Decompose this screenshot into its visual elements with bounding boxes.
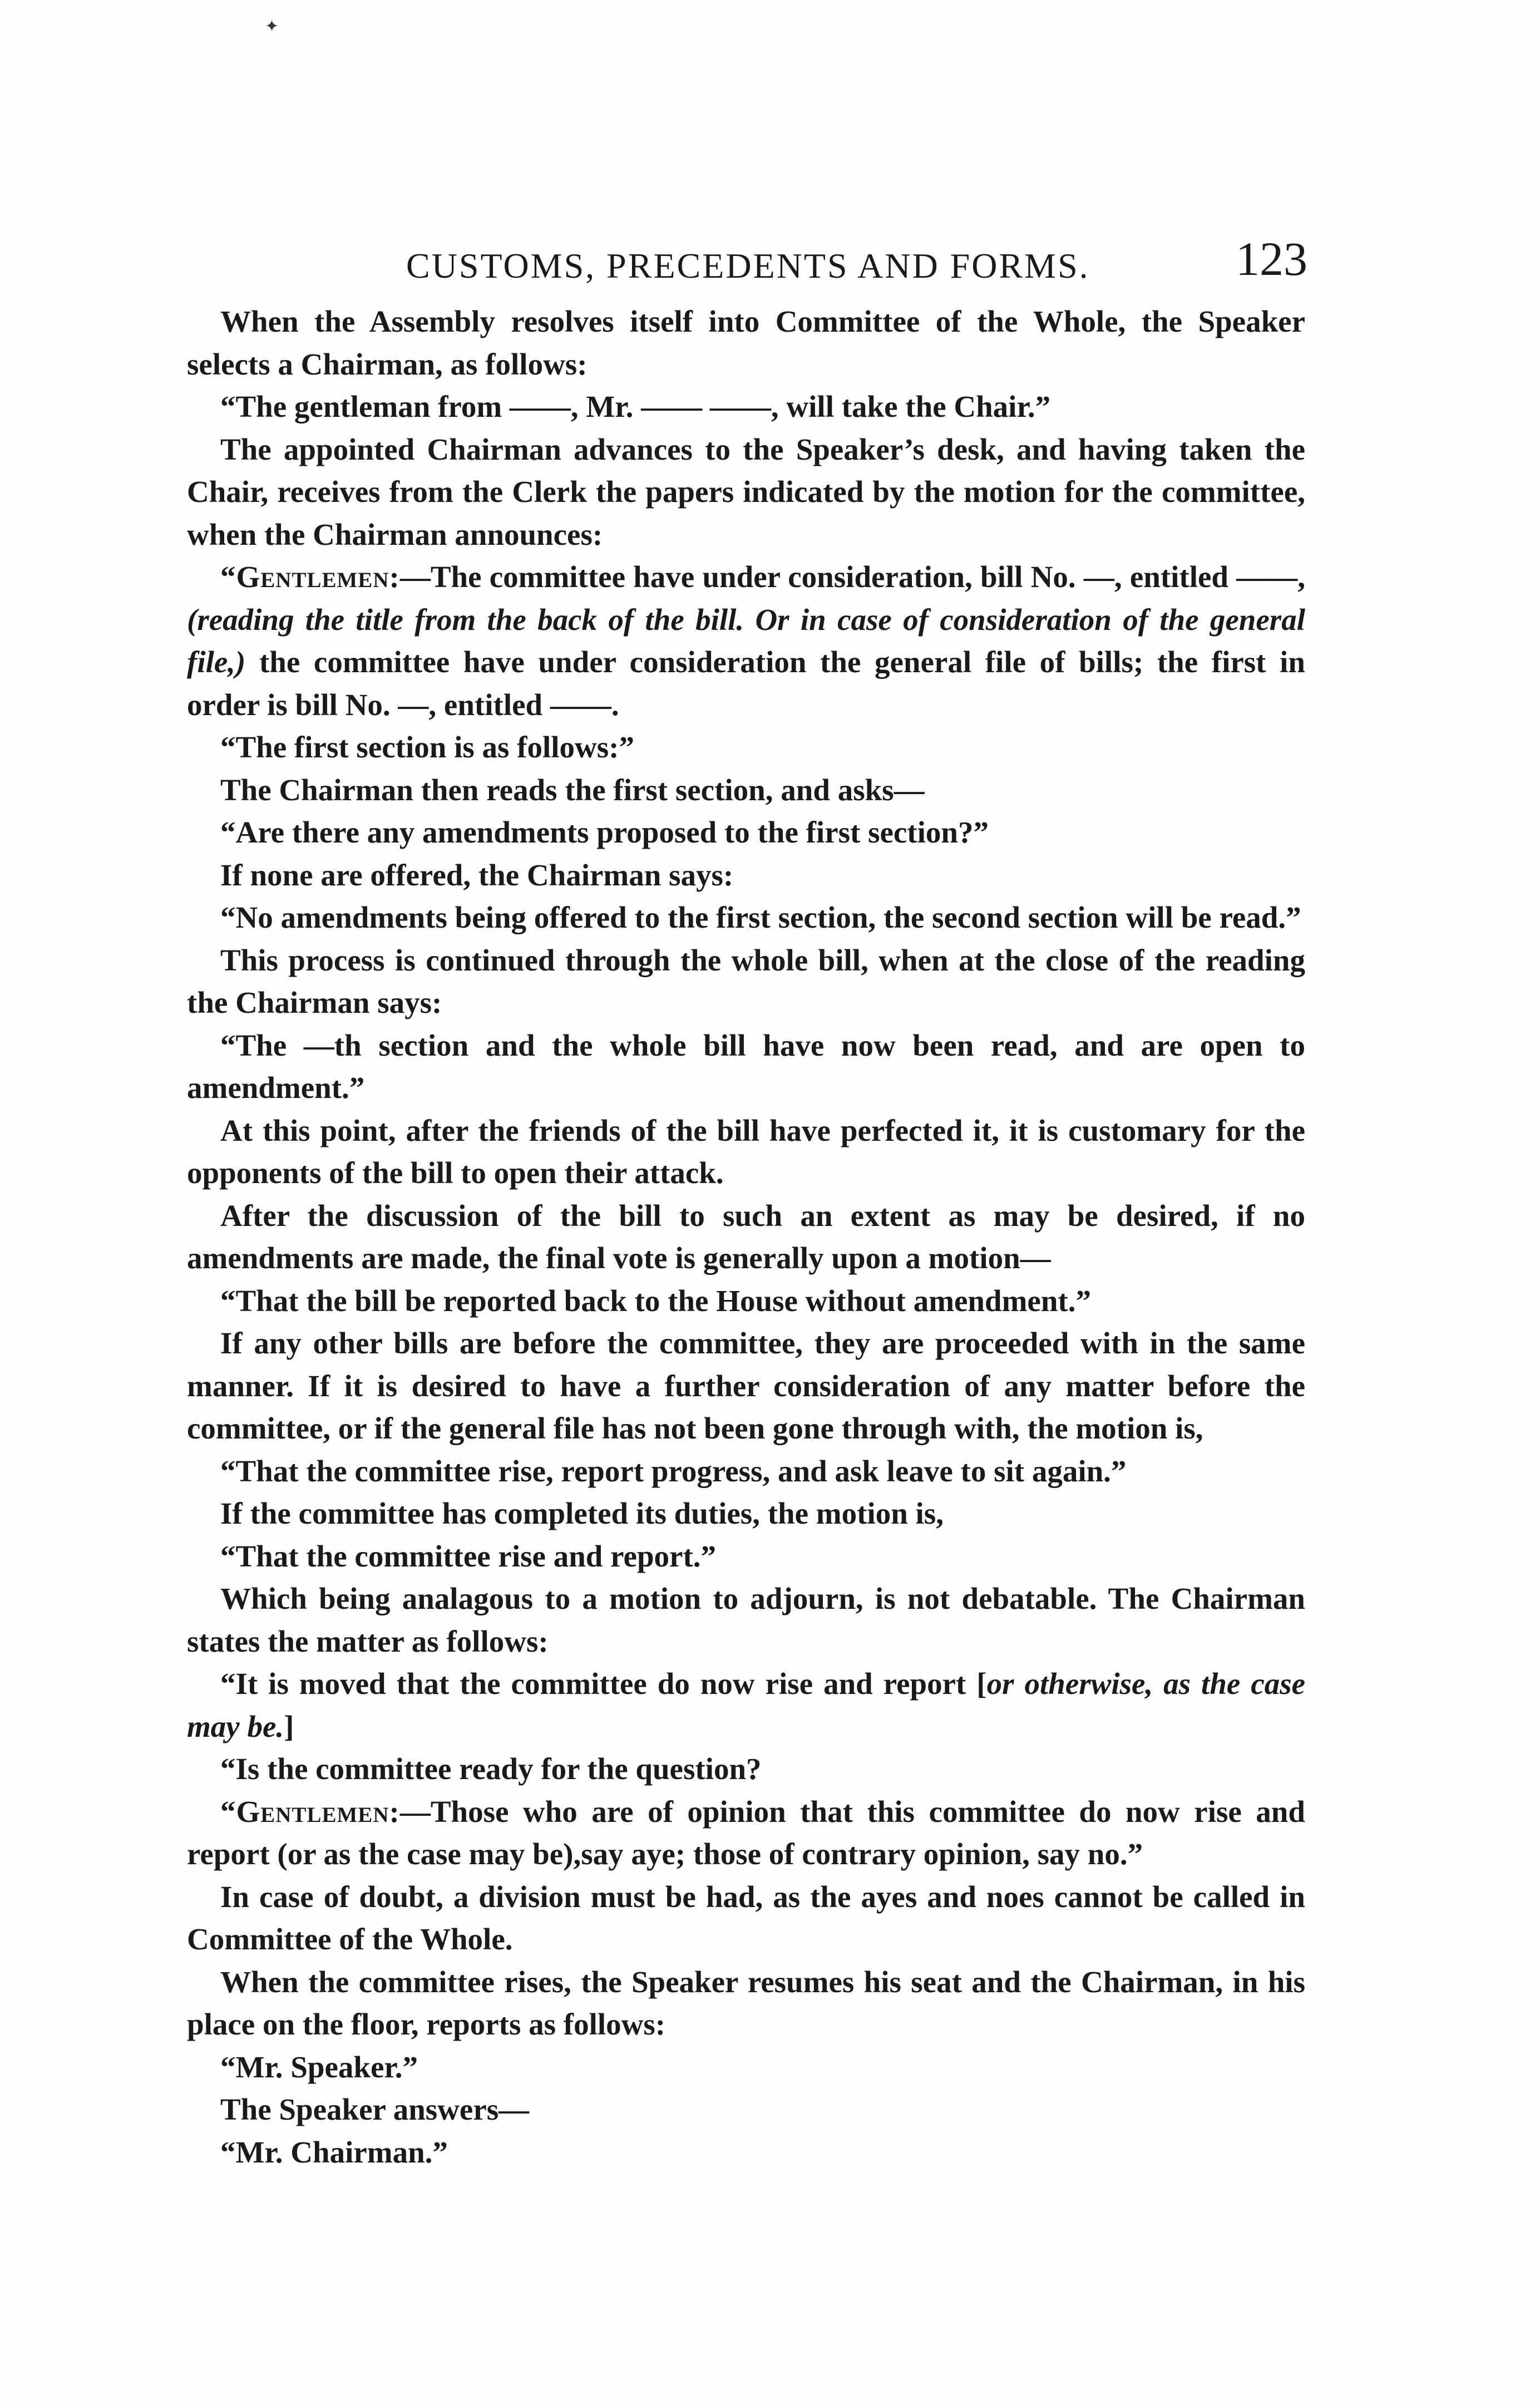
paragraph-text: —Those who are of opinion that this committee do now rise and report (or as the case may be),say aye; those of contrary opinion, say no.” [187, 1794, 1305, 1871]
paragraph-text: If any other bills are before the committee, they are proceeded with in the same manner. If it is desired to have a further consideration of any matter before the committee, or if the general file has not been gone through with, the motion is, [187, 1326, 1305, 1445]
paragraph [187, 1195, 1305, 1280]
paragraph [187, 2046, 1305, 2089]
paragraph [187, 854, 1305, 897]
paragraph-text: In case of doubt, a division must be had, as the ayes and noes cannot be called in Committee of the Whole. [187, 1879, 1305, 1956]
paragraph-text: When the Assembly resolves itself into Committee of the Whole, the Speaker selects a Chairman, as follows: [187, 304, 1305, 381]
paragraph-text: The Chairman then reads the first section, and asks— [220, 772, 925, 807]
page-header [406, 225, 1307, 287]
paragraph-text: —The committee have under consideration, bill No. —, entitled ——, [399, 560, 1305, 594]
paragraph [187, 1791, 1305, 1876]
paragraph-text: At this point, after the friends of the bill have perfected it, it is customary for the opponents of the bill to open their attack. [187, 1113, 1305, 1190]
paragraph-text: “That the bill be reported back to the House without amendment.” [220, 1283, 1091, 1318]
paragraph-text: The appointed Chairman advances to the Speaker’s desk, and having taken the Chair, receives from the Clerk the papers indicated by the motion for the committee, when the Chairman announces: [187, 432, 1305, 551]
paragraph-text: “It is moved that the committee do now rise and report [ [220, 1667, 987, 1701]
paragraph [187, 1024, 1305, 1110]
paragraph-text: “No amendments being offered to the first section, the second section will be read.” [220, 900, 1301, 934]
paragraph-text: This process is continued through the whole bill, when at the close of the reading the Chairman says: [187, 943, 1305, 1019]
paragraph [187, 2131, 1305, 2174]
paragraph-text: “Mr. Chairman.” [220, 2135, 448, 2169]
paragraph [187, 1961, 1305, 2046]
paragraph [187, 939, 1305, 1024]
paragraph [187, 1535, 1305, 1578]
paragraph [187, 1492, 1305, 1535]
paragraph [187, 896, 1305, 939]
small-caps-salutation: “Gentlemen: [220, 560, 400, 594]
paragraph-text: If the committee has completed its duties, the motion is, [220, 1496, 944, 1530]
paragraph [187, 769, 1305, 812]
paragraph-text: “Is the committee ready for the question? [220, 1752, 762, 1786]
paragraph-text: “The —th section and the whole bill have now been read, and are open to amendment.” [187, 1028, 1305, 1105]
paragraph [187, 428, 1305, 556]
italic-direction: (reading the title from the back of the bill. Or in case of consideration of the general file,) [187, 602, 1305, 679]
paragraph-text: “Are there any amendments proposed to the first section?” [220, 815, 989, 849]
paragraph-text: “That the committee rise, report progress, and ask leave to sit again.” [220, 1454, 1127, 1488]
running-head: CUSTOMS, PRECEDENTS AND FORMS. [406, 246, 1090, 285]
paragraph [187, 1876, 1305, 1961]
paragraph [187, 556, 1305, 726]
paragraph [187, 1748, 1305, 1791]
printer-ornament: ✦ [265, 17, 279, 36]
paragraph-text: Which being analagous to a motion to adjourn, is not debatable. The Chairman states the matter as follows: [187, 1582, 1305, 1658]
paragraph-text: “The first section is as follows:” [220, 730, 634, 764]
paragraph [187, 300, 1305, 386]
paragraph-text: “The gentleman from ——, Mr. —— ——, will take the Chair.” [220, 390, 1051, 423]
page-number: 123 [1236, 232, 1307, 285]
paragraph-text: ] [284, 1709, 294, 1743]
body-text [187, 300, 1305, 2174]
paragraph-text: The Speaker answers— [220, 2092, 530, 2126]
paragraph [187, 1280, 1305, 1323]
paragraph-text: “That the committee rise and report.” [220, 1539, 717, 1573]
paragraph-text: If none are offered, the Chairman says: [220, 858, 734, 892]
paragraph [187, 1110, 1305, 1195]
paragraph [187, 1322, 1305, 1450]
small-caps-salutation: “Gentlemen: [220, 1794, 400, 1829]
paragraph-text: “Mr. Speaker.” [220, 2050, 418, 2084]
paragraph [187, 1450, 1305, 1493]
paragraph [187, 811, 1305, 854]
paragraph-text: When the committee rises, the Speaker resumes his seat and the Chairman, in his place on the floor, reports as follows: [187, 1964, 1305, 2041]
paragraph [187, 1578, 1305, 1663]
italic-direction: or otherwise, as the case may be. [187, 1667, 1306, 1743]
paragraph [187, 726, 1305, 769]
paragraph-text: After the discussion of the bill to such an extent as may be desired, if no amendments are made, the final vote is generally upon a motion— [187, 1198, 1305, 1275]
paragraph-text: the committee have under consideration the general file of bills; the first in order is bill No. —, entitled ——. [187, 645, 1305, 722]
paragraph [187, 1663, 1305, 1748]
paragraph [187, 386, 1305, 428]
paragraph [187, 2088, 1305, 2131]
